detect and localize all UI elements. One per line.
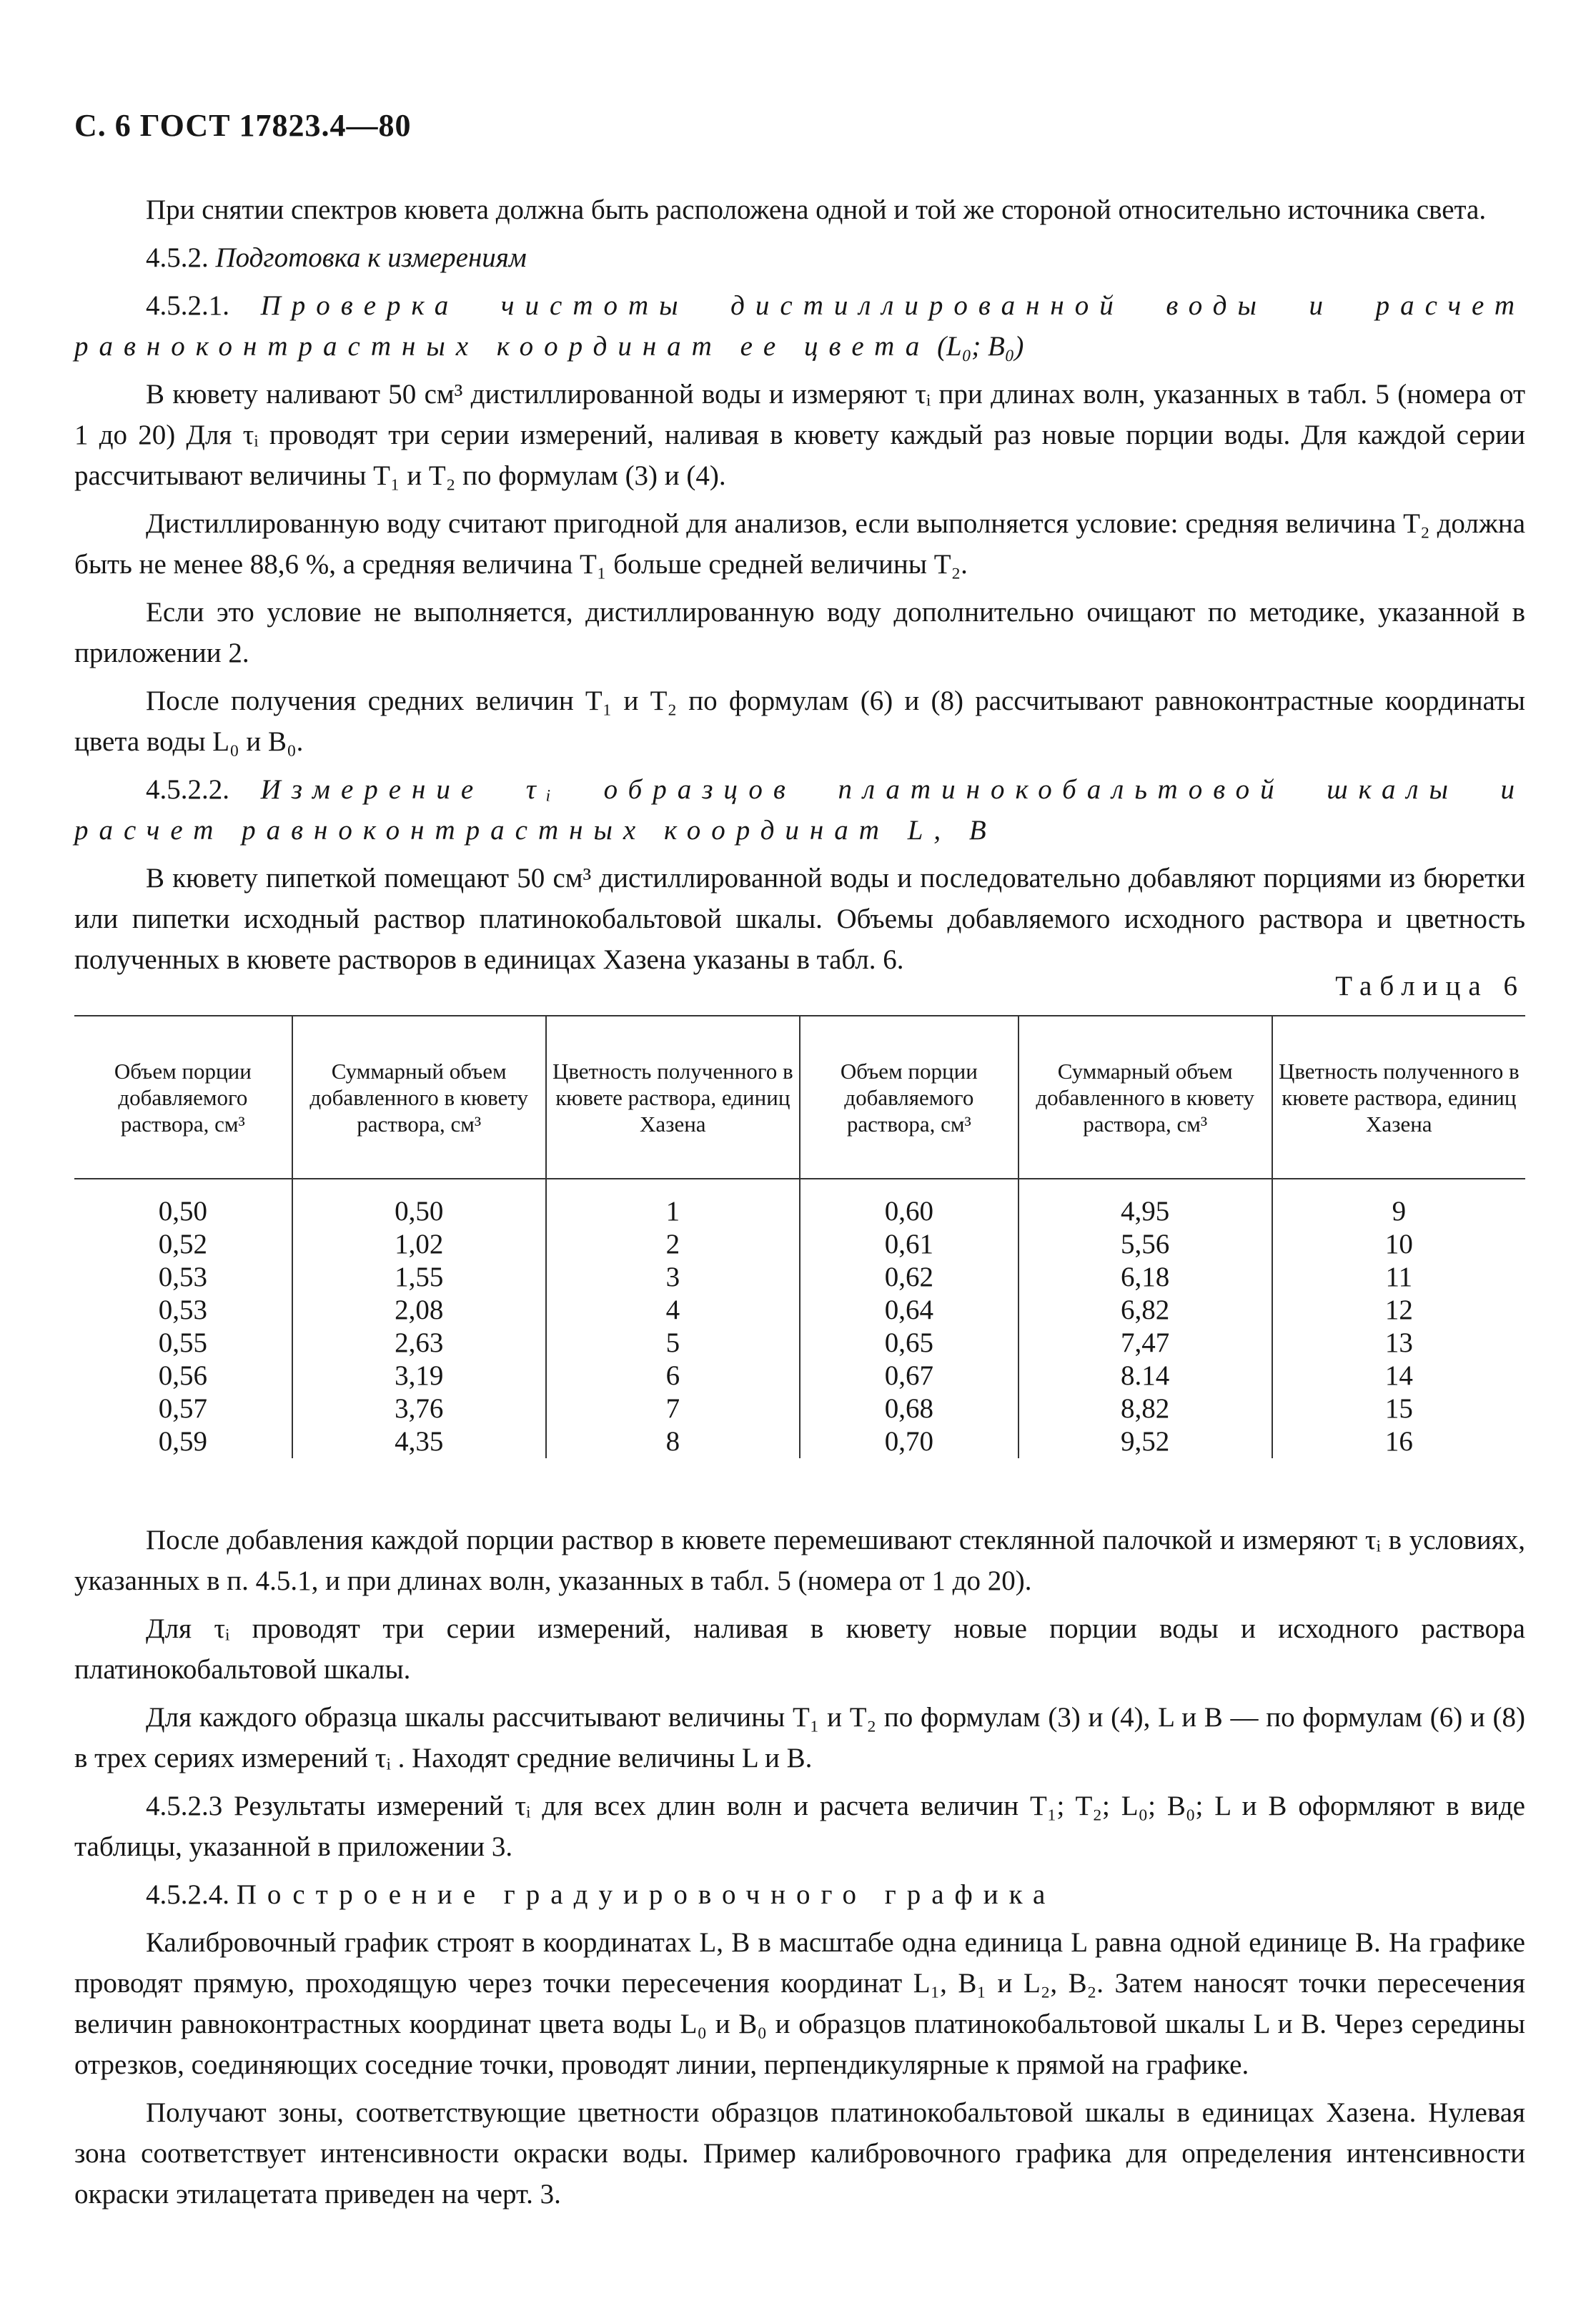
paragraph: Для τᵢ проводят три серии измерений, наливая в кювету новые порции воды и исходного раствора платинокобальтовой шкалы. [74, 1613, 1525, 1685]
table-row [74, 1425, 1525, 1458]
text-block-bottom [74, 1520, 1525, 2215]
section-number: 4.5.2.4. [146, 1879, 229, 1910]
paragraph: В кювету наливают 50 см³ дистиллированной воды и измеряют τᵢ при длинах волн, указанных в табл. 5 (номера от 1 до 20) Для τᵢ проводят три серии измерений, наливая в кювету каждый раз новые порции воды. Для каждой серии рассчитывают величины T₁ и T₂ по формулам (3) и (4). [74, 379, 1525, 491]
table-cell: 4,95 [1018, 1179, 1272, 1228]
table-cell: 16 [1272, 1425, 1525, 1458]
table-cell: 9 [1272, 1179, 1525, 1228]
table-row [74, 1360, 1525, 1392]
section-heading-4-5-2 [74, 237, 1525, 278]
table-cell: 1,55 [292, 1261, 546, 1294]
data-table [74, 1015, 1525, 1458]
table-cell: 0,67 [800, 1360, 1018, 1392]
table-cell: 0,70 [800, 1425, 1018, 1458]
table-cell: 7,47 [1018, 1327, 1272, 1360]
section-coords: (L₀; B₀) [937, 331, 1024, 362]
table-cell: 14 [1272, 1360, 1525, 1392]
section-title: Подготовка к измерениям [215, 242, 527, 273]
paragraph: После добавления каждой порции раствор в кювете перемешивают стеклянной палочкой и измеряют τᵢ в условиях, указанных в п. 4.5.1, и при длинах волн, указанных в табл. 5 (номера от 1 до 20). [74, 1525, 1525, 1596]
table-cell: 1 [546, 1179, 800, 1228]
table-cell: 9,52 [1018, 1425, 1272, 1458]
column-header: Суммарный объем добавленного в кювету раствора, см³ [1018, 1016, 1272, 1179]
text-block-top [74, 189, 1525, 980]
section-title: Проверка чистоты дистиллированной воды и расчет равноконтрастных координат ее цвета [74, 290, 1526, 362]
table-cell: 0,57 [158, 1393, 207, 1424]
column-header: Объем порции добавляемого раствора, см³ [800, 1016, 1018, 1179]
table-cell: 5,56 [1018, 1228, 1272, 1261]
table-row [74, 1179, 1525, 1228]
column-header: Суммарный объем добавленного в кювету раствора, см³ [292, 1016, 546, 1179]
section-title: Измерение τᵢ образцов платинокобальтовой шкалы и расчет равноконтрастных координат L, B [74, 774, 1526, 846]
section-number: 4.5.2.2. [146, 774, 229, 805]
table-cell: 8.14 [1018, 1360, 1272, 1392]
paragraph: Калибровочный график строят в координатах L, B в масштабе одна единица L равна одной единице B. На графике проводят прямую, проходящую через точки пересечения координат L₁, B₁ и L₂, B₂. Затем наносят точки пересечения величин равноконтрастных координат цвета воды L₀ и B₀ и образцов платинокобальтовой шкалы L и B. Через середины отрезков, соединяющих соседние точки, проводят линии, перпендикулярные к прямой на графике. [74, 1927, 1525, 2080]
table-row [74, 1228, 1525, 1261]
table-cell: 0,50 [158, 1196, 207, 1227]
table-cell: 0,64 [800, 1294, 1018, 1327]
table-cell: 0,65 [800, 1327, 1018, 1360]
table-cell: 1,02 [292, 1228, 546, 1261]
table-cell: 0,52 [158, 1229, 207, 1260]
column-header: Объем порции добавляемого раствора, см³ [74, 1016, 292, 1179]
paragraph: После получения средних величин T₁ и T₂ по формулам (6) и (8) рассчитывают равноконтрастные координаты цвета воды L₀ и B₀. [74, 686, 1525, 757]
paragraph: При снятии спектров кювета должна быть расположена одной и той же стороной относительно источника света. [146, 194, 1487, 225]
table-cell: 0,62 [800, 1261, 1018, 1294]
table-cell: 0,53 [158, 1295, 207, 1325]
table-cell: 3,19 [292, 1360, 546, 1392]
section-number: 4.5.2.1. [146, 290, 229, 321]
table-row [74, 1261, 1525, 1294]
table-header-row [74, 1016, 1525, 1179]
paragraph: Дистиллированную воду считают пригодной для анализов, если выполняется условие: средняя величина T₂ должна быть не менее 88,6 %, а средняя величина T₁ больше средней величины T₂. [74, 508, 1525, 580]
section-heading-4-5-2-4 [74, 1874, 1525, 1915]
paragraph: Получают зоны, соответствующие цветности образцов платинокобальтовой шкалы в единицах Хазена. Нулевая зона соответствует интенсивности окраски воды. Пример калибровочного графика для определения интенсивности окраски этилацетата приведен на черт. 3. [74, 2097, 1525, 2210]
table-cell: 2 [546, 1228, 800, 1261]
section-number: 4.5.2. [146, 242, 209, 273]
page-header: С. 6 ГОСТ 17823.4—80 [74, 108, 412, 143]
section-heading-4-5-2-2 [74, 769, 1525, 851]
table-row [74, 1392, 1525, 1425]
table-cell: 0,68 [800, 1392, 1018, 1425]
table-cell: 5 [546, 1327, 800, 1360]
table-cell: 2,08 [292, 1294, 546, 1327]
section-title: Построение градуировочного графика [236, 1879, 1056, 1910]
paragraph: Для каждого образца шкалы рассчитывают величины T₁ и T₂ по формулам (3) и (4), L и B — по формулам (6) и (8) в трех сериях измерений τᵢ . Находят средние величины L и B. [74, 1702, 1525, 1773]
paragraph: 4.5.2.3 Результаты измерений τᵢ для всех длин волн и расчета величин T₁; T₂; L₀; B₀; L и B оформляют в виде таблицы, указанной в приложении 3. [74, 1791, 1525, 1862]
table-cell: 15 [1272, 1392, 1525, 1425]
table-cell: 6,82 [1018, 1294, 1272, 1327]
table-cell: 0,56 [158, 1360, 207, 1391]
paragraph: В кювету пипеткой помещают 50 см³ дистиллированной воды и последовательно добавляют порциями из бюретки или пипетки исходный раствор платинокобальтовой шкалы. Объемы добавляемого исходного раствора и цветность полученных в кювете растворов в единицах Хазена указаны в табл. 6. [74, 863, 1525, 975]
table-cell: 8,82 [1018, 1392, 1272, 1425]
table-cell: 0,53 [158, 1262, 207, 1292]
table-cell: 0,55 [158, 1327, 207, 1358]
table-cell: 0,50 [292, 1179, 546, 1228]
table-cell: 0,61 [800, 1228, 1018, 1261]
column-header: Цветность полученного в кювете раствора, единиц Хазена [546, 1016, 800, 1179]
paragraph: Если это условие не выполняется, дистиллированную воду дополнительно очищают по методике, указанной в приложении 2. [74, 597, 1525, 668]
table-cell: 4,35 [292, 1425, 546, 1458]
column-header: Цветность полученного в кювете раствора, единиц Хазена [1272, 1016, 1525, 1179]
table-cell: 0,60 [800, 1179, 1018, 1228]
table-cell: 11 [1272, 1261, 1525, 1294]
table-caption: Таблица 6 [1335, 971, 1525, 1001]
table-row [74, 1327, 1525, 1360]
table-cell: 7 [546, 1392, 800, 1425]
table-cell: 2,63 [292, 1327, 546, 1360]
table-cell: 0,59 [158, 1426, 207, 1457]
table-cell: 3 [546, 1261, 800, 1294]
table-cell: 4 [546, 1294, 800, 1327]
table-row [74, 1294, 1525, 1327]
table-cell: 13 [1272, 1327, 1525, 1360]
section-heading-4-5-2-1 [74, 285, 1525, 367]
table-cell: 8 [546, 1425, 800, 1458]
table-cell: 10 [1272, 1228, 1525, 1261]
table-cell: 6,18 [1018, 1261, 1272, 1294]
table-cell: 6 [546, 1360, 800, 1392]
table-cell: 3,76 [292, 1392, 546, 1425]
table-cell: 12 [1272, 1294, 1525, 1327]
